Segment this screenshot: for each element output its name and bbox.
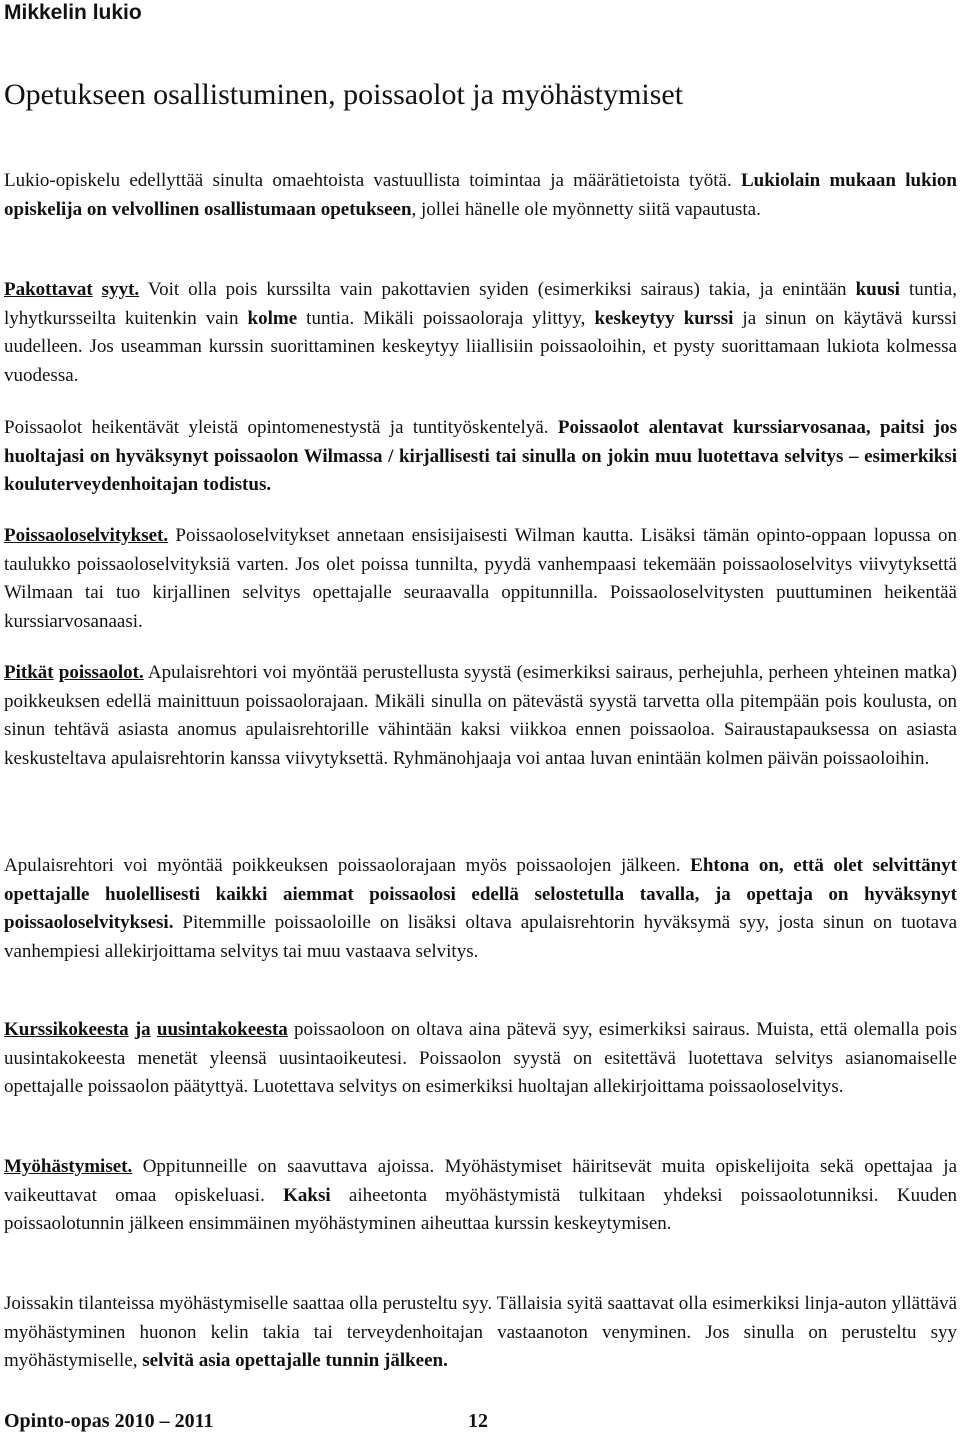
page-number: 12 bbox=[468, 1410, 488, 1432]
text: Joissakin tilanteissa myöhästymiselle saattaa olla perusteltu syy. Tällaisia syitä saattavat olla esimerkiksi linja-auton yllättävä myöhästyminen huonon kelin takia tai terveydenhoitajan vastaanoton venyminen. Jos sinulla on perusteltu syy myöhästymiselle, bbox=[4, 1293, 957, 1371]
bold-text: kuusi bbox=[855, 279, 900, 300]
bold-text: kolme bbox=[247, 307, 298, 329]
page-footer bbox=[4, 1408, 488, 1434]
text: Oppitunneille on saavuttava ajoissa. Myöhästymiset häiritsevät muita opiskelijoita sekä opettajaa ja vaikeuttavat omaa opiskeluasi. bbox=[4, 1156, 957, 1206]
text: Voit olla pois kurssilta vain pakottavien syiden (esimerkiksi sairaus) takia, ja enintään bbox=[139, 279, 856, 300]
paragraph-exception bbox=[4, 852, 957, 966]
text: poissaoloon on oltava aina pätevä syy, esimerkiksi sairaus. Muista, että olemalla pois uusintakokeesta menetät yleensä uusintaoikeutesi. Poissaolon syystä on esitettävä luotettava selvitys asianomaiselle opettajalle poissaolon päätyttyä. Luotettava selvitys on esimerkiksi huoltajan allekirjoittama poissaoloselvitys. bbox=[4, 1019, 958, 1097]
paragraph-compelling-reasons bbox=[4, 276, 957, 390]
text: Poissaoloselvitykset annetaan ensisijaisesti Wilman kautta. Lisäksi tämän opinto-oppaan lopussa on taulukko poissaoloselvityksiä varten. Jos olet poissa tunnilta, pyydä vanhempaasi tekemään poissaoloselvitys viivytyksettä Wilmaan tai tuo kirjallinen selvitys opettajalle seuraavalla oppitunnilla. Poissaoloselvitysten puuttuminen heikentää kurssiarvosanaasi. bbox=[4, 525, 957, 632]
intro-text-end: , jollei hänelle ole myönnetty siitä vapautusta. bbox=[411, 198, 761, 220]
heading-poissaoloselvitykset: Poissaoloselvitykset. bbox=[4, 525, 169, 546]
heading-syyt: syyt. bbox=[101, 279, 140, 300]
heading-kurssikokeesta: Kurssikokeesta bbox=[4, 1019, 129, 1040]
paragraph-intro bbox=[4, 167, 957, 224]
footer-guide-title: Opinto-opas 2010 – 2011 bbox=[4, 1410, 214, 1432]
text: Apulaisrehtori voi myöntää poikkeuksen poissaolorajaan myös poissaolojen jälkeen. bbox=[4, 855, 691, 876]
text: Pitemmille poissaoloille on lisäksi oltava apulaisrehtorin hyväksymä syy, josta sinun on tuotava vanhempiesi allekirjoittama selvitys tai muu vastaava selvitys. bbox=[4, 912, 957, 962]
heading-ja: ja bbox=[134, 1019, 151, 1040]
heading-uusintakokeesta: uusintakokeesta bbox=[156, 1019, 288, 1040]
bold-text: keskeytyy kurssi bbox=[594, 307, 734, 329]
text: Poissaolot heikentävät yleistä opintomenestystä ja tuntityöskentelyä. bbox=[4, 417, 558, 438]
school-name: Mikkelin lukio bbox=[4, 1, 142, 24]
text: aiheetonta myöhästymistä tulkitaan yhdeksi poissaolotunniksi. Kuuden poissaolotunnin jälkeen ensimmäinen myöhästyminen aiheuttaa kurssin keskeytymisen. bbox=[4, 1184, 957, 1234]
text: tuntia, lyhytkursseilta kuitenkin vain bbox=[4, 279, 957, 329]
paragraph-exams bbox=[4, 1016, 957, 1102]
heading-myohastymiset: Myöhästymiset. bbox=[4, 1156, 133, 1177]
paragraph-long-absences bbox=[4, 659, 957, 773]
heading-pitkat: Pitkät bbox=[4, 662, 54, 683]
text: Apulaisrehtori voi myöntää perustellusta syystä (esimerkiksi sairaus, perhejuhla, perheen yhteinen matka) poikkeuksen edellä mainittuun poissaolorajaan. Mikäli sinulla on pätevästä syystä tarvetta olla pitempään pois koulusta, on sinun tehtävä asiasta anomus apulaisrehtorille vähintään kaksi viikkoa ennen poissaoloa. Sairaustapauksessa on asiasta keskusteltava apulaisrehtorin kanssa viivytyksettä. Ryhmänohjaaja voi antaa luvan enintään kolmen päivän poissaoloihin. bbox=[4, 662, 958, 769]
paragraph-lateness bbox=[4, 1153, 957, 1239]
paragraph-justified-lateness bbox=[4, 1290, 957, 1376]
intro-law-bold: Lukiolain mukaan lukion opiskelija on velvollinen osallistumaan opetukseen bbox=[4, 170, 957, 220]
paragraph-absence-reports bbox=[4, 522, 957, 636]
page-title: Opetukseen osallistuminen, poissaolot ja myöhästymiset bbox=[4, 78, 684, 111]
heading-pakottavat: Pakottavat bbox=[4, 279, 93, 300]
bold-text: Poissaolot alentavat kurssiarvosanaa, paitsi jos huoltajasi on hyväksynyt poissaolon Wilmassa / kirjallisesti tai sinulla on jokin muu luotettava selvitys – esimerkiksi kouluterveydenhoitajan todistus. bbox=[4, 417, 957, 495]
intro-text: Lukio-opiskelu edellyttää sinulta omaehtoista vastuullista toimintaa ja määrätietoista työtä. bbox=[4, 170, 732, 191]
heading-poissaolot: poissaolot. bbox=[58, 662, 144, 683]
paragraph-absence-effects bbox=[4, 414, 957, 500]
bold-text: Kaksi bbox=[283, 1184, 331, 1206]
bold-text: Ehtona on, että olet selvittänyt opettajalle huolellisesti kaikki aiemmat poissaolosi edellä selostetulla tavalla, ja opettaja on hyväksynyt poissaoloselvityksesi. bbox=[4, 855, 957, 933]
text: tuntia. Mikäli poissaoloraja ylittyy, bbox=[297, 307, 595, 329]
text: ja sinun on käytävä kurssi uudelleen. Jos useamman kurssin suorittaminen keskeytyy liiallisiin poissaoloihin, et pysty suorittamaan lukiota kolmessa vuodessa. bbox=[4, 307, 957, 386]
bold-text: selvitä asia opettajalle tunnin jälkeen. bbox=[142, 1350, 448, 1371]
